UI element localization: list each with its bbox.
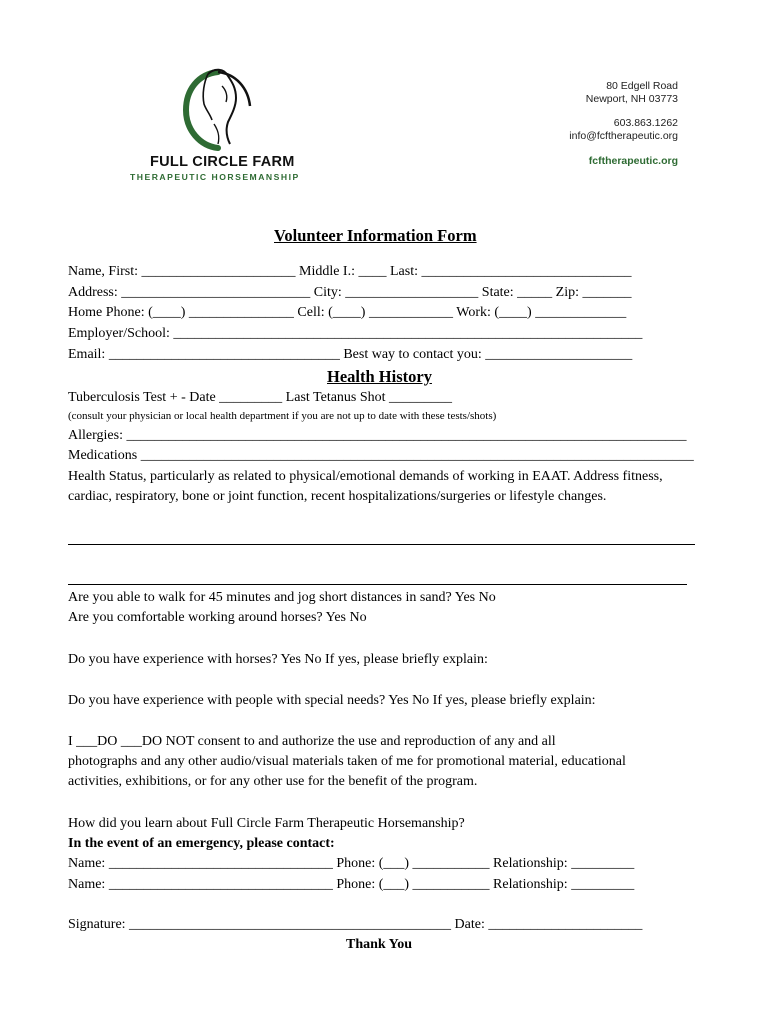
health-status-text-1: Health Status, particularly as related to physical/emotional demands of working in EAAT. Address fitness, bbox=[68, 469, 663, 484]
logo bbox=[178, 64, 258, 156]
signature-line[interactable]: Signature: ______________________________________________ Date: ______________________ bbox=[68, 917, 643, 932]
org-name: FULL CIRCLE FARM bbox=[150, 154, 295, 170]
walk-question[interactable]: Are you able to walk for 45 minutes and jog short distances in sand? Yes No bbox=[68, 590, 496, 605]
email-line[interactable]: Email: _________________________________ Best way to contact you: _____________________ bbox=[68, 347, 633, 362]
allergies-line[interactable]: Allergies: ________________________________________________________________________________ bbox=[68, 428, 687, 443]
address-line[interactable]: Address: ___________________________ City: ___________________ State: _____ Zip: _______ bbox=[68, 285, 632, 300]
learn-question: How did you learn about Full Circle Farm Therapeutic Horsemanship? bbox=[68, 816, 465, 831]
emergency-heading: In the event of an emergency, please contact: bbox=[68, 836, 335, 851]
name-line[interactable]: Name, First: ______________________ Middle I.: ____ Last: ______________________________ bbox=[68, 264, 632, 279]
horse-experience-question[interactable]: Do you have experience with horses? Yes No If yes, please briefly explain: bbox=[68, 652, 488, 667]
form-title: Volunteer Information Form bbox=[274, 226, 477, 245]
address-line-1: 80 Edgell Road bbox=[606, 80, 678, 92]
phone-line[interactable]: Home Phone: (____) _______________ Cell: (____) ____________ Work: (____) _____________ bbox=[68, 305, 627, 320]
special-needs-question[interactable]: Do you have experience with people with special needs? Yes No If yes, please briefly explain: bbox=[68, 693, 596, 708]
org-subtitle: THERAPEUTIC HORSEMANSHIP bbox=[130, 172, 300, 182]
consent-line-2: photographs and any other audio/visual materials taken of me for promotional material, educational bbox=[68, 754, 626, 769]
horse-head-logo-icon bbox=[178, 64, 258, 156]
address-line-2: Newport, NH 03773 bbox=[585, 93, 678, 105]
thank-you: Thank You bbox=[346, 937, 413, 952]
horses-comfort-question[interactable]: Are you comfortable working around horses? Yes No bbox=[68, 610, 367, 625]
org-website: fcftherapeutic.org bbox=[588, 155, 678, 167]
employer-line[interactable]: Employer/School: ___________________________________________________________________ bbox=[68, 326, 643, 341]
health-status-answer-line-2[interactable] bbox=[68, 584, 687, 585]
org-phone: 603.863.1262 bbox=[613, 117, 678, 129]
consult-note: (consult your physician or local health department if you are not up to date with these tests/shots) bbox=[68, 410, 497, 422]
medications-line[interactable]: Medications _______________________________________________________________________________ bbox=[68, 448, 694, 463]
emergency-contact-2[interactable]: Name: ________________________________ Phone: (___) ___________ Relationship: _________ bbox=[68, 877, 635, 892]
consent-line-1[interactable]: I ___DO ___DO NOT consent to and authorize the use and reproduction of any and all bbox=[68, 734, 556, 749]
health-status-text-2: cardiac, respiratory, bone or joint function, recent hospitalizations/surgeries or lifestyle changes. bbox=[68, 489, 607, 504]
tb-tetanus-line[interactable]: Tuberculosis Test + - Date _________ Last Tetanus Shot _________ bbox=[68, 390, 453, 405]
consent-line-3: activities, exhibitions, or for any other use for the benefit of the program. bbox=[68, 774, 478, 789]
health-history-heading: Health History bbox=[327, 367, 432, 386]
org-email: info@fcftherapeutic.org bbox=[569, 130, 678, 142]
health-status-answer-line-1[interactable] bbox=[68, 544, 695, 545]
emergency-contact-1[interactable]: Name: ________________________________ Phone: (___) ___________ Relationship: _________ bbox=[68, 856, 635, 871]
